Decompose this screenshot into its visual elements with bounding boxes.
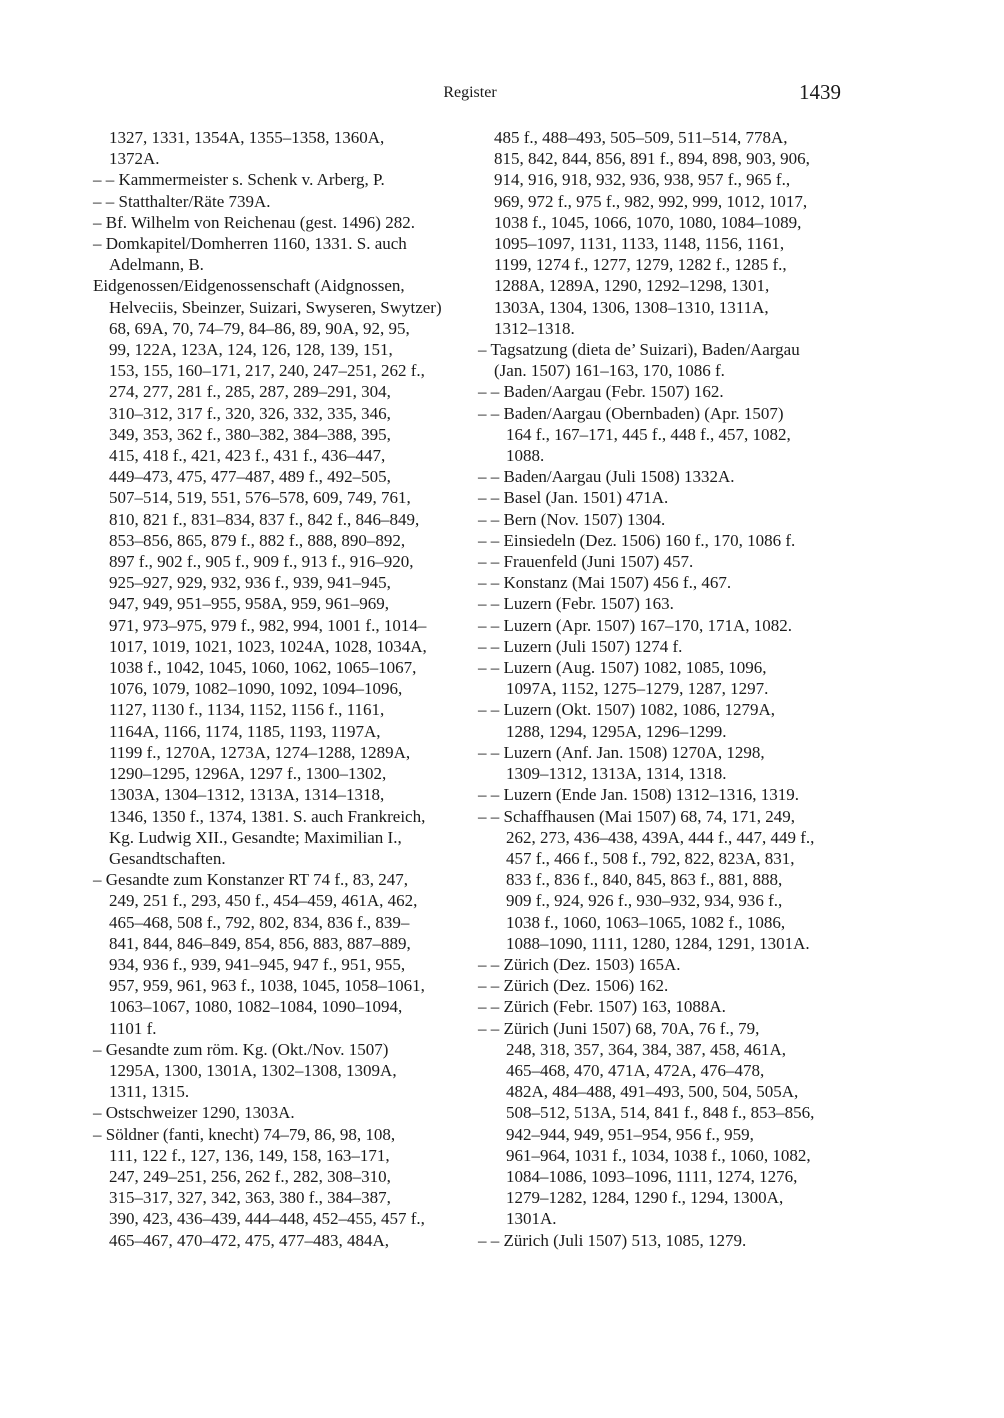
index-line: – Bf. Wilhelm von Reichenau (gest. 1496) 282. (93, 212, 415, 232)
index-line: – – Zürich (Juli 1507) 513, 1085, 1279. (478, 1230, 747, 1250)
index-line: 810, 821 f., 831–834, 837 f., 842 f., 846–849, (109, 509, 420, 529)
index-line: 485 f., 488–493, 505–509, 511–514, 778A, (494, 128, 788, 147)
left-column (93, 127, 471, 1251)
index-line: 1303A, 1304–1312, 1313A, 1314–1318, (109, 785, 385, 805)
index-line: 1084–1086, 1093–1096, 1111, 1274, 1276, (506, 1166, 798, 1186)
index-line: 1038 f., 1045, 1066, 1070, 1080, 1084–1089, (494, 212, 802, 232)
index-line: 1309–1312, 1313A, 1314, 1318. (506, 764, 727, 784)
index-line: 925–927, 929, 932, 936 f., 939, 941–945, (109, 573, 391, 593)
index-line: 1095–1097, 1131, 1133, 1148, 1156, 1161, (494, 234, 785, 254)
index-line: – – Luzern (Apr. 1507) 167–170, 171A, 1082. (478, 615, 792, 635)
index-line: – Gesandte zum Konstanzer RT 74 f., 83, 247, (93, 870, 408, 890)
index-line: 1199, 1274 f., 1277, 1279, 1282 f., 1285 f., (494, 255, 787, 275)
index-line: 833 f., 836 f., 840, 845, 863 f., 881, 888, (506, 870, 783, 890)
index-line: 508–512, 513A, 514, 841 f., 848 f., 853–856, (506, 1103, 815, 1123)
index-line: 1279–1282, 1284, 1290 f., 1294, 1300A, (506, 1188, 784, 1208)
index-line: Eidgenossen/Eidgenossenschaft (Aidgnossen, (93, 276, 405, 296)
index-line: – Domkapitel/Domherren 1160, 1331. S. auch (93, 234, 407, 254)
index-line: 1301A. (506, 1209, 557, 1229)
index-line: – – Kammermeister s. Schenk v. Arberg, P. (93, 170, 385, 190)
index-line: 1017, 1019, 1021, 1023, 1024A, 1028, 1034A, (109, 636, 427, 656)
index-line: – Söldner (fanti, knecht) 74–79, 86, 98, 108, (93, 1124, 396, 1144)
index-line: – – Schaffhausen (Mai 1507) 68, 74, 171, 249, (478, 806, 795, 826)
index-line: – – Baden/Aargau (Obernbaden) (Apr. 1507) (478, 403, 784, 423)
index-line: Adelmann, B. (109, 255, 204, 275)
index-line: Kg. Ludwig XII., Gesandte; Maximilian I., (109, 827, 402, 847)
index-line: 349, 353, 362 f., 380–382, 384–388, 395, (109, 424, 391, 444)
index-line: 274, 277, 281 f., 285, 287, 289–291, 304, (109, 382, 391, 402)
right-column (478, 127, 858, 1251)
index-line: 1372A. (109, 149, 160, 169)
index-line: 1303A, 1304, 1306, 1308–1310, 1311A, (494, 297, 769, 317)
index-line: 1088–1090, 1111, 1280, 1284, 1291, 1301A. (506, 933, 810, 953)
index-line: 1038 f., 1042, 1045, 1060, 1062, 1065–1067, (109, 658, 417, 678)
index-line: 482A, 484–488, 491–493, 500, 504, 505A, (506, 1082, 799, 1102)
index-line: 465–467, 470–472, 475, 477–483, 484A, (109, 1230, 390, 1250)
index-line: Helveciis, Sbeinzer, Suizari, Swyseren, Swytzer) (109, 297, 442, 317)
running-title: Register (443, 84, 497, 101)
index-line: 969, 972 f., 975 f., 982, 992, 999, 1012, 1017, (494, 191, 808, 211)
index-line: 248, 318, 357, 364, 384, 387, 458, 461A, (506, 1039, 787, 1059)
index-line: 1088. (506, 446, 545, 466)
index-line: – – Zürich (Dez. 1506) 162. (478, 976, 669, 996)
index-line: 465–468, 470, 471A, 472A, 476–478, (506, 1060, 765, 1080)
index-line: – – Basel (Jan. 1501) 471A. (478, 488, 669, 508)
index-line: 1290–1295, 1296A, 1297 f., 1300–1302, (109, 764, 387, 784)
index-line: 68, 69A, 70, 74–79, 84–86, 89, 90A, 92, 95, (109, 318, 410, 338)
index-line: 1097A, 1152, 1275–1279, 1287, 1297. (506, 679, 769, 699)
index-line: 909 f., 924, 926 f., 930–932, 934, 936 f., (506, 891, 783, 911)
index-line: 815, 842, 844, 856, 891 f., 894, 898, 903, 906, (494, 149, 810, 169)
page-number: 1439 (799, 80, 841, 104)
index-line: 914, 916, 918, 932, 936, 938, 957 f., 965 f., (494, 170, 791, 190)
index-line: 1199 f., 1270A, 1273A, 1274–1288, 1289A, (109, 742, 411, 762)
index-line: 1346, 1350 f., 1374, 1381. S. auch Frankreich, (109, 806, 426, 826)
index-line: (Jan. 1507) 161–163, 170, 1086 f. (494, 361, 725, 381)
index-line: 1164A, 1166, 1174, 1185, 1193, 1197A, (109, 721, 381, 741)
index-line: 153, 155, 160–171, 217, 240, 247–251, 262 f., (109, 361, 425, 381)
index-line: 957, 959, 961, 963 f., 1038, 1045, 1058–1061, (109, 976, 425, 996)
index-line: – – Bern (Nov. 1507) 1304. (478, 509, 666, 529)
index-line: 942–944, 949, 951–954, 956 f., 959, (506, 1124, 754, 1144)
index-line: 457 f., 466 f., 508 f., 792, 822, 823A, 831, (506, 848, 795, 868)
index-line: – – Zürich (Dez. 1503) 165A. (478, 954, 681, 974)
index-line: – Gesandte zum röm. Kg. (Okt./Nov. 1507) (93, 1039, 389, 1059)
index-line: – Tagsatzung (dieta de’ Suizari), Baden/Aargau (478, 340, 800, 360)
index-line: – – Statthalter/Räte 739A. (93, 191, 271, 211)
index-line: Gesandtschaften. (109, 848, 226, 868)
index-line: 1063–1067, 1080, 1082–1084, 1090–1094, (109, 997, 403, 1017)
index-line: 934, 936 f., 939, 941–945, 947 f., 951, 955, (109, 954, 406, 974)
index-line: – – Baden/Aargau (Febr. 1507) 162. (478, 382, 724, 402)
index-line: 1076, 1079, 1082–1090, 1092, 1094–1096, (109, 679, 403, 699)
index-line: – – Zürich (Febr. 1507) 163, 1088A. (478, 997, 726, 1017)
index-line: – – Luzern (Aug. 1507) 1082, 1085, 1096, (478, 658, 767, 678)
index-line: – – Einsiedeln (Dez. 1506) 160 f., 170, 1086 f. (478, 530, 796, 550)
index-line: – – Frauenfeld (Juni 1507) 457. (478, 552, 694, 572)
index-line: – – Luzern (Anf. Jan. 1508) 1270A, 1298, (478, 742, 765, 762)
index-line: 1127, 1130 f., 1134, 1152, 1156 f., 1161, (109, 700, 385, 720)
index-line: 99, 122A, 123A, 124, 126, 128, 139, 151, (109, 340, 393, 360)
index-line: 961–964, 1031 f., 1034, 1038 f., 1060, 1082, (506, 1145, 811, 1165)
index-line: 1038 f., 1060, 1063–1065, 1082 f., 1086, (506, 912, 786, 932)
index-line: – – Konstanz (Mai 1507) 456 f., 467. (478, 573, 732, 593)
index-line: 415, 418 f., 421, 423 f., 431 f., 436–447, (109, 446, 386, 466)
index-line: 1327, 1331, 1354A, 1355–1358, 1360A, (109, 128, 385, 147)
index-line: 390, 423, 436–439, 444–448, 452–455, 457 f., (109, 1209, 425, 1229)
index-line: 841, 844, 846–849, 854, 856, 883, 887–889, (109, 933, 411, 953)
index-line: 310–312, 317 f., 320, 326, 332, 335, 346, (109, 403, 391, 423)
index-line: 1312–1318. (494, 318, 575, 338)
index-line: 507–514, 519, 551, 576–578, 609, 749, 761, (109, 488, 411, 508)
index-line: – Ostschweizer 1290, 1303A. (93, 1103, 295, 1123)
index-line: 897 f., 902 f., 905 f., 909 f., 913 f., 916–920, (109, 552, 414, 572)
index-line: 1311, 1315. (109, 1082, 190, 1102)
index-line: 315–317, 327, 342, 363, 380 f., 384–387, (109, 1188, 391, 1208)
index-line: – – Luzern (Okt. 1507) 1082, 1086, 1279A, (478, 700, 775, 720)
index-line: 1288A, 1289A, 1290, 1292–1298, 1301, (494, 276, 770, 296)
index-line: 853–856, 865, 879 f., 882 f., 888, 890–892, (109, 530, 406, 550)
index-line: – – Luzern (Febr. 1507) 163. (478, 594, 674, 614)
index-line: 164 f., 167–171, 445 f., 448 f., 457, 1082, (506, 424, 791, 444)
index-line: 1295A, 1300, 1301A, 1302–1308, 1309A, (109, 1060, 397, 1080)
index-line: 1288, 1294, 1295A, 1296–1299. (506, 721, 727, 741)
index-line: – – Luzern (Ende Jan. 1508) 1312–1316, 1319. (478, 785, 800, 805)
index-line: 465–468, 508 f., 792, 802, 834, 836 f., 839– (109, 912, 410, 932)
index-line: – – Luzern (Juli 1507) 1274 f. (478, 636, 683, 656)
index-line: 1101 f. (109, 1018, 157, 1038)
index-line: – – Zürich (Juni 1507) 68, 70A, 76 f., 79, (478, 1018, 760, 1038)
index-line: 262, 273, 436–438, 439A, 444 f., 447, 449 f., (506, 827, 815, 847)
index-line: 111, 122 f., 127, 136, 149, 158, 163–171, (109, 1145, 390, 1165)
index-line: 971, 973–975, 979 f., 982, 994, 1001 f., 1014– (109, 615, 427, 635)
index-line: 947, 949, 951–955, 958A, 959, 961–969, (109, 594, 390, 614)
index-line: – – Baden/Aargau (Juli 1508) 1332A. (478, 467, 735, 487)
index-line: 249, 251 f., 293, 450 f., 454–459, 461A, 462, (109, 891, 418, 911)
index-line: 247, 249–251, 256, 262 f., 282, 308–310, (109, 1166, 391, 1186)
index-line: 449–473, 475, 477–487, 489 f., 492–505, (109, 467, 391, 487)
